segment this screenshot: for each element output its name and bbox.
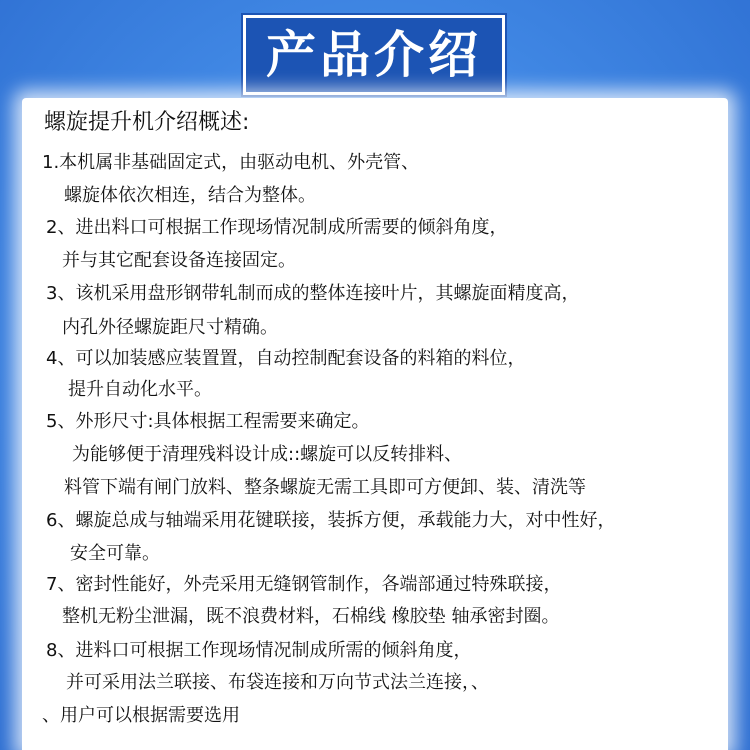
text-line: 3、该机采用盘形钢带轧制而成的整体连接叶片，其螺旋面精度高，: [46, 283, 580, 304]
text-line: 4、可以加装感应装置置，自动控制配套设备的料箱的料位，: [46, 348, 526, 369]
text-line: 料管下端有闸门放料、整条螺旋无需工具即可方便卸、装、清洗等: [64, 477, 586, 498]
text-line: 并可采用法兰联接、布袋连接和万向节式法兰连接，、: [66, 672, 489, 693]
section-heading: 螺旋提升机介绍概述:: [44, 110, 250, 135]
page-title: 产品介绍: [266, 26, 482, 84]
text-line: 2、进出料口可根据工作现场情况制成所需要的倾斜角度，: [46, 217, 508, 238]
text-line: 整机无粉尘泄漏，既不浪费材料，石棉线 橡胶垫 轴承密封圈。: [62, 606, 560, 627]
text-line: 安全可靠。: [70, 543, 160, 564]
text-line: 6、螺旋总成与轴端采用花键联接，装拆方便，承载能力大，对中性好，: [46, 510, 616, 531]
text-line: 并与其它配套设备连接固定。: [62, 250, 296, 271]
text-line: 提升自动化水平。: [68, 379, 212, 400]
text-line: 8、进料口可根据工作现场情况制成所需的倾斜角度，: [46, 640, 472, 661]
text-line: 7、密封性能好，外壳采用无缝钢管制作，各端部通过特殊联接，: [46, 574, 562, 595]
text-line: 1.本机属非基础固定式，由驱动电机、外壳管、: [42, 152, 420, 173]
text-line: 、用户可以根据需要选用: [42, 705, 240, 726]
text-line: 5、外形尺寸:具体根据工程需要来确定。: [46, 411, 370, 432]
text-line: 内孔外径螺旋距尺寸精确。: [62, 317, 278, 338]
title-banner: [243, 15, 505, 95]
text-line: 为能够便于清理残料设计成::螺旋可以反转排料、: [72, 444, 463, 465]
text-line: 螺旋体依次相连，结合为整体。: [64, 185, 316, 206]
